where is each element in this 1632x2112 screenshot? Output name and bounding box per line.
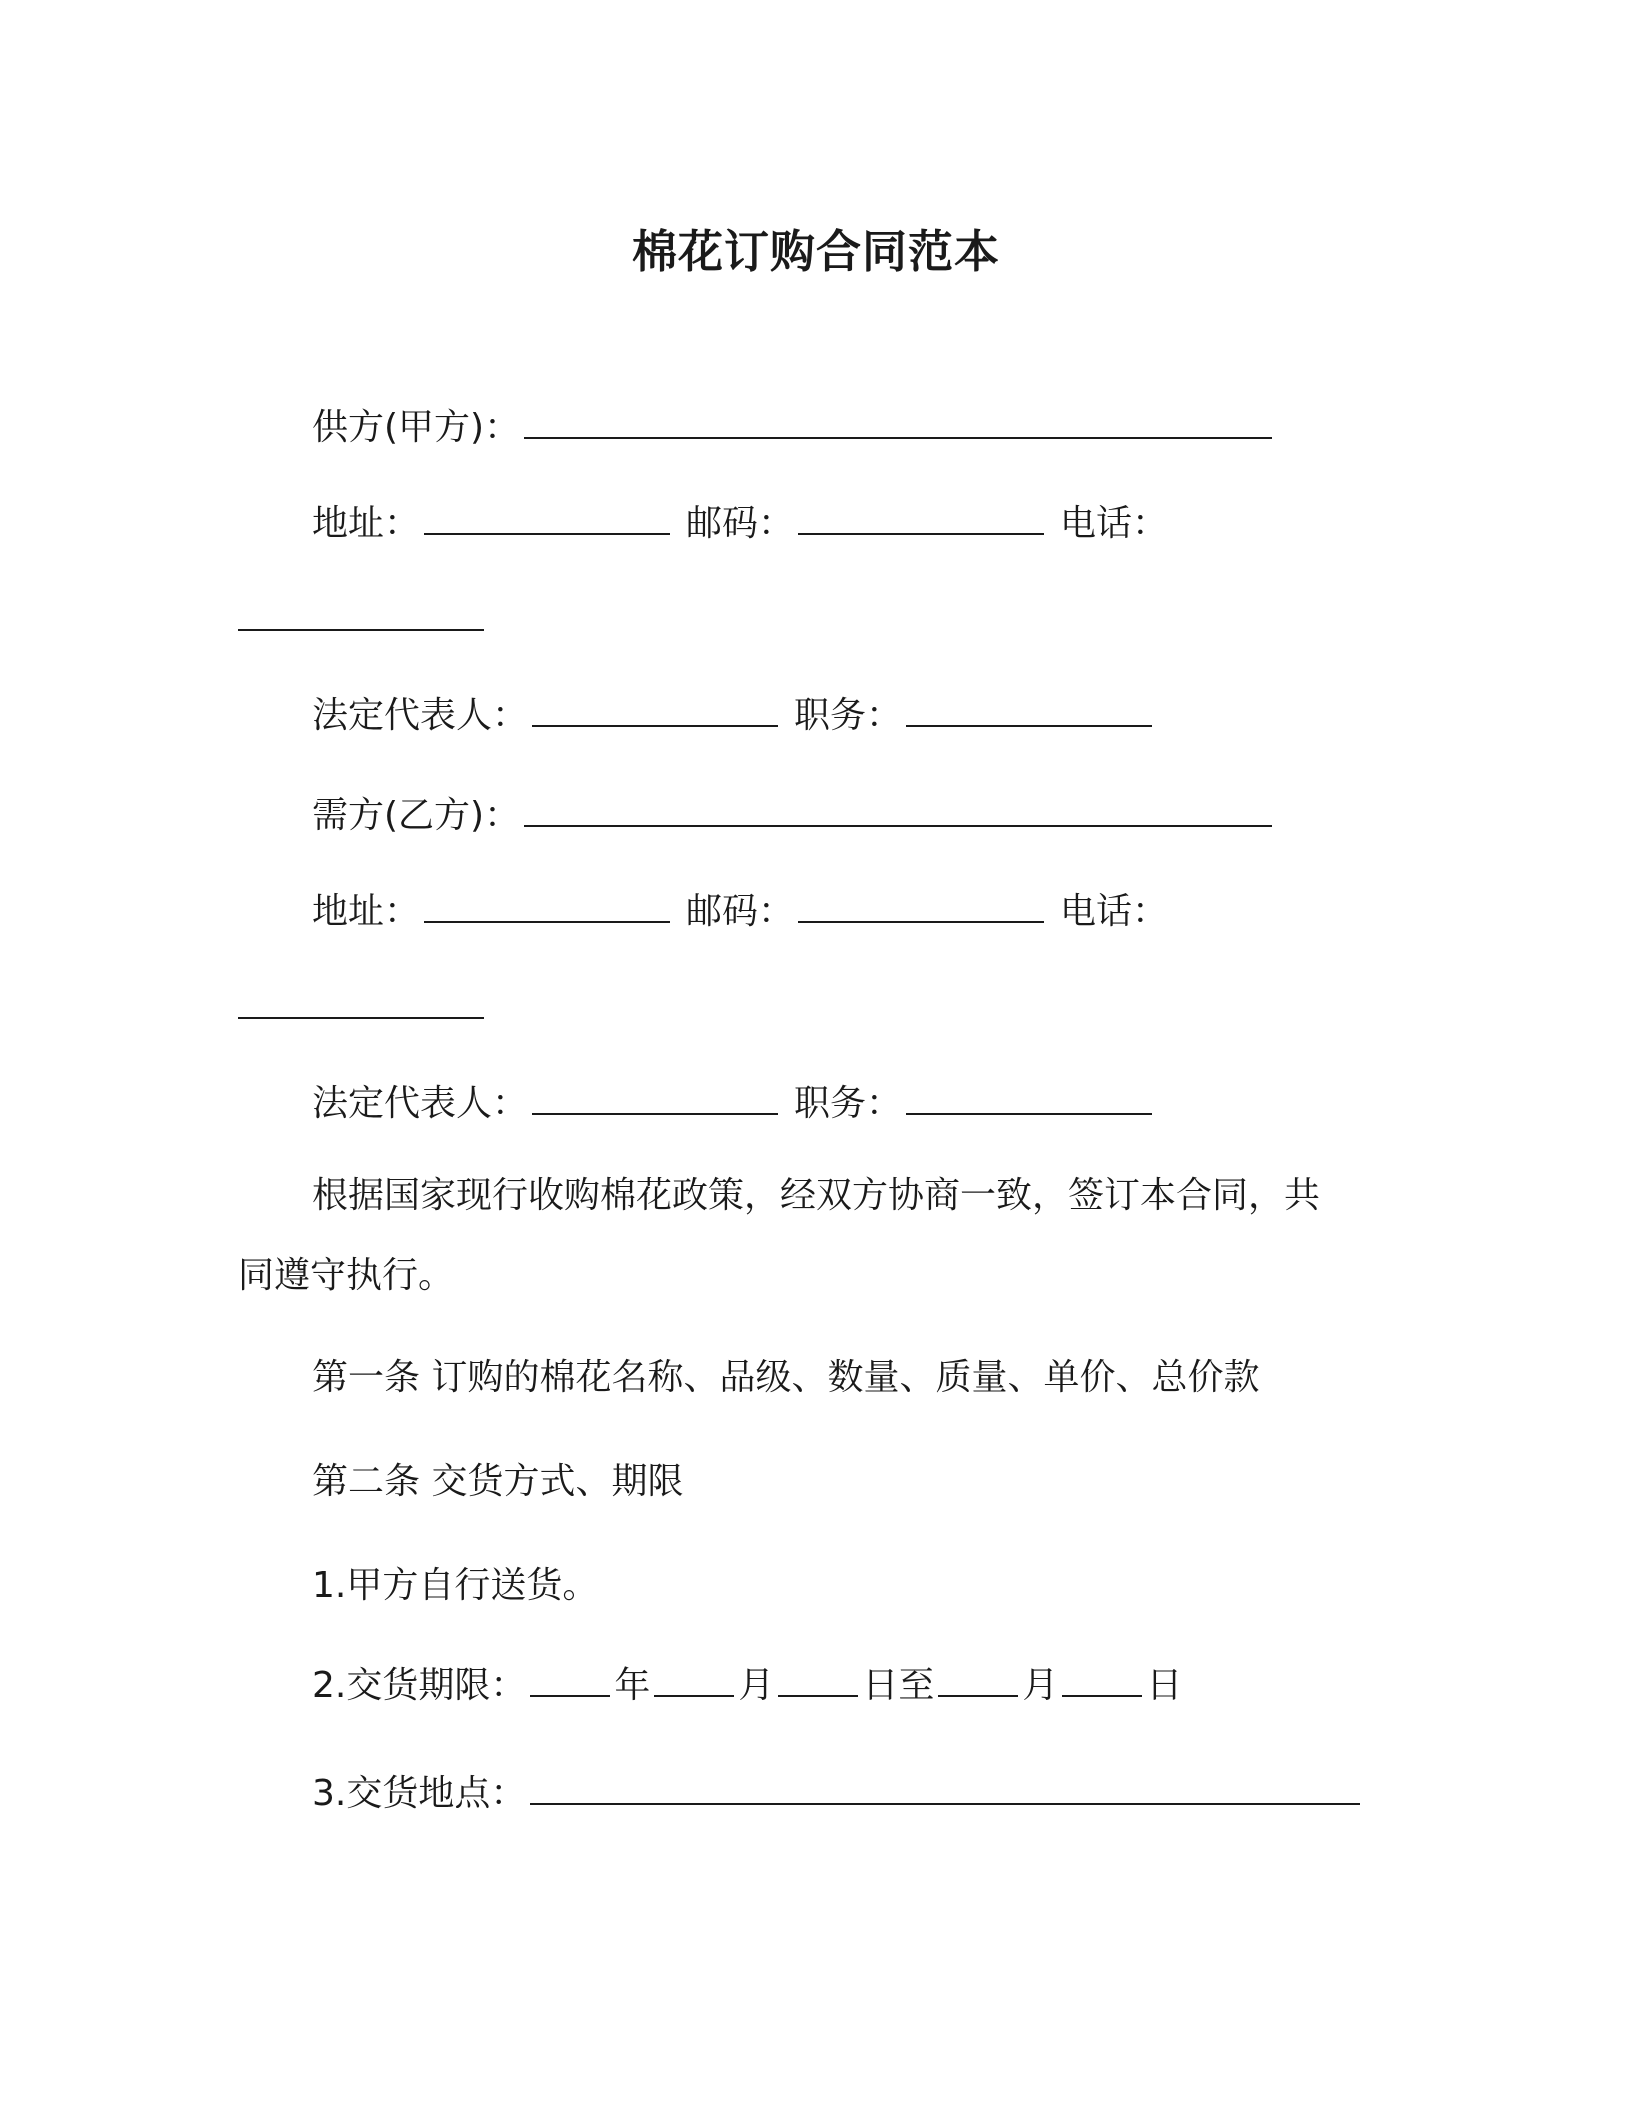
start-month-label: 月 [738, 1665, 775, 1706]
supplier-address-blank[interactable] [424, 505, 670, 535]
item-2-label: 2.交货期限： [312, 1665, 527, 1706]
buyer-phone-label: 电话： [1060, 891, 1169, 932]
delivery-end-day-blank[interactable] [1062, 1667, 1142, 1697]
buyer-rep-line [312, 1080, 1156, 1128]
supplier-contact-line [312, 500, 1168, 548]
buyer-position-blank[interactable] [906, 1085, 1152, 1115]
supplier-address-label: 地址： [312, 503, 421, 544]
delivery-place-blank[interactable] [530, 1775, 1360, 1805]
buyer-phone-blank[interactable] [238, 989, 484, 1019]
supplier-postcode-label: 邮码： [686, 503, 795, 544]
buyer-postcode-blank[interactable] [798, 893, 1044, 923]
end-month-label: 月 [1022, 1665, 1059, 1706]
supplier-position-label: 职务： [794, 695, 903, 736]
buyer-position-label: 职务： [794, 1083, 903, 1124]
item-2-delivery-period [312, 1662, 1182, 1710]
preamble-line-1: 根据国家现行收购棉花政策，经双方协商一致，签订本合同，共 [312, 1175, 1321, 1216]
item-3-label: 3.交货地点： [312, 1773, 527, 1814]
buyer-rep-label: 法定代表人： [312, 1083, 529, 1124]
supplier-phone-line [238, 596, 488, 644]
year-label: 年 [614, 1665, 651, 1706]
item-3-delivery-place [312, 1770, 1364, 1818]
buyer-name-blank[interactable] [524, 797, 1272, 827]
preamble-line-2: 同遵守执行。 [238, 1255, 455, 1296]
buyer-rep-blank[interactable] [532, 1085, 778, 1115]
document-title: 棉花订购合同范本 [631, 225, 1000, 278]
start-day-label: 日至 [862, 1665, 935, 1706]
delivery-year-blank[interactable] [530, 1667, 610, 1697]
supplier-rep-label: 法定代表人： [312, 695, 529, 736]
supplier-name-blank[interactable] [524, 409, 1272, 439]
buyer-postcode-label: 邮码： [686, 891, 795, 932]
end-day-label: 日 [1146, 1665, 1183, 1706]
article-2-heading: 第二条 交货方式、期限 [312, 1461, 684, 1502]
delivery-start-day-blank[interactable] [778, 1667, 858, 1697]
supplier-position-blank[interactable] [906, 697, 1152, 727]
supplier-phone-label: 电话： [1060, 503, 1169, 544]
buyer-address-label: 地址： [312, 891, 421, 932]
buyer-contact-line [312, 888, 1168, 936]
item-1: 1.甲方自行送货。 [312, 1565, 599, 1606]
buyer-address-blank[interactable] [424, 893, 670, 923]
buyer-party-line [312, 792, 1276, 840]
delivery-end-month-blank[interactable] [938, 1667, 1018, 1697]
buyer-phone-line [238, 984, 488, 1032]
delivery-start-month-blank[interactable] [654, 1667, 734, 1697]
supplier-rep-line [312, 692, 1156, 740]
supplier-party-label: 供方(甲方)： [312, 407, 521, 448]
supplier-party-line [312, 404, 1276, 452]
supplier-phone-blank[interactable] [238, 601, 484, 631]
buyer-party-label: 需方(乙方)： [312, 795, 521, 836]
article-1-heading: 第一条 订购的棉花名称、品级、数量、质量、单价、总价款 [312, 1357, 1260, 1398]
supplier-rep-blank[interactable] [532, 697, 778, 727]
supplier-postcode-blank[interactable] [798, 505, 1044, 535]
